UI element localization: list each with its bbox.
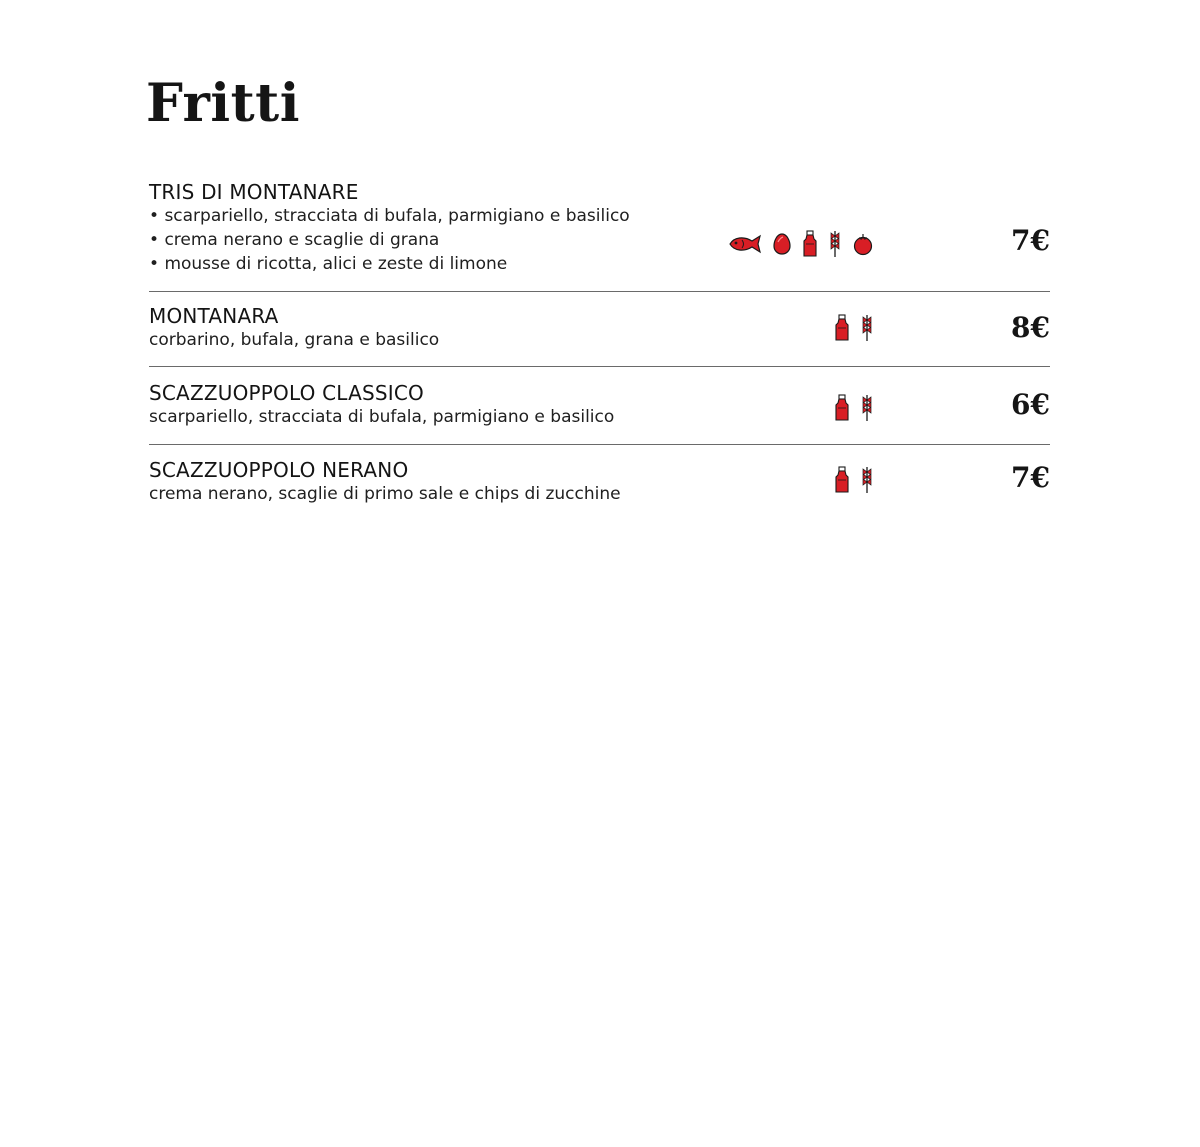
divider	[149, 291, 1050, 292]
item-name: SCAZZUOPPOLO NERANO	[149, 458, 409, 482]
allergen-icons	[834, 314, 874, 342]
description-line: • mousse di ricotta, alici e zeste di limone	[149, 252, 630, 276]
item-description: corbarino, bufala, grana e basilico	[149, 330, 440, 350]
menu-item-tris-di-montanare	[149, 180, 1050, 280]
item-price: 7€	[1011, 224, 1050, 257]
wheat-icon	[860, 314, 874, 342]
wheat-icon	[828, 230, 842, 258]
milk-bottle-icon	[802, 230, 818, 258]
description-line: • crema nerano e scaglie di grana	[149, 228, 630, 252]
divider	[149, 444, 1050, 445]
item-name: SCAZZUOPPOLO CLASSICO	[149, 381, 424, 405]
allergen-icons	[834, 394, 874, 422]
allergen-icons	[834, 466, 874, 494]
menu-item-scazzuoppolo-nerano	[149, 458, 1050, 514]
item-price: 7€	[1011, 461, 1050, 494]
egg-icon	[772, 230, 792, 258]
item-price: 6€	[1011, 388, 1050, 421]
milk-bottle-icon	[834, 314, 850, 342]
menu-item-scazzuoppolo-classico	[149, 381, 1050, 437]
milk-bottle-icon	[834, 466, 850, 494]
fish-icon	[728, 230, 762, 258]
menu-item-montanara	[149, 304, 1050, 360]
allergen-icons	[728, 230, 874, 258]
item-description: crema nerano, scaglie di primo sale e chips di zucchine	[149, 484, 621, 504]
description-line: • scarpariello, stracciata di bufala, parmigiano e basilico	[149, 204, 630, 228]
item-price: 8€	[1011, 311, 1050, 344]
item-name: MONTANARA	[149, 304, 279, 328]
item-name: TRIS DI MONTANARE	[149, 180, 359, 204]
item-description	[149, 204, 630, 276]
milk-bottle-icon	[834, 394, 850, 422]
divider	[149, 366, 1050, 367]
wheat-icon	[860, 466, 874, 494]
tomato-icon	[852, 230, 874, 258]
section-title: Fritti	[146, 73, 300, 134]
wheat-icon	[860, 394, 874, 422]
item-description: scarpariello, stracciata di bufala, parmigiano e basilico	[149, 407, 615, 427]
